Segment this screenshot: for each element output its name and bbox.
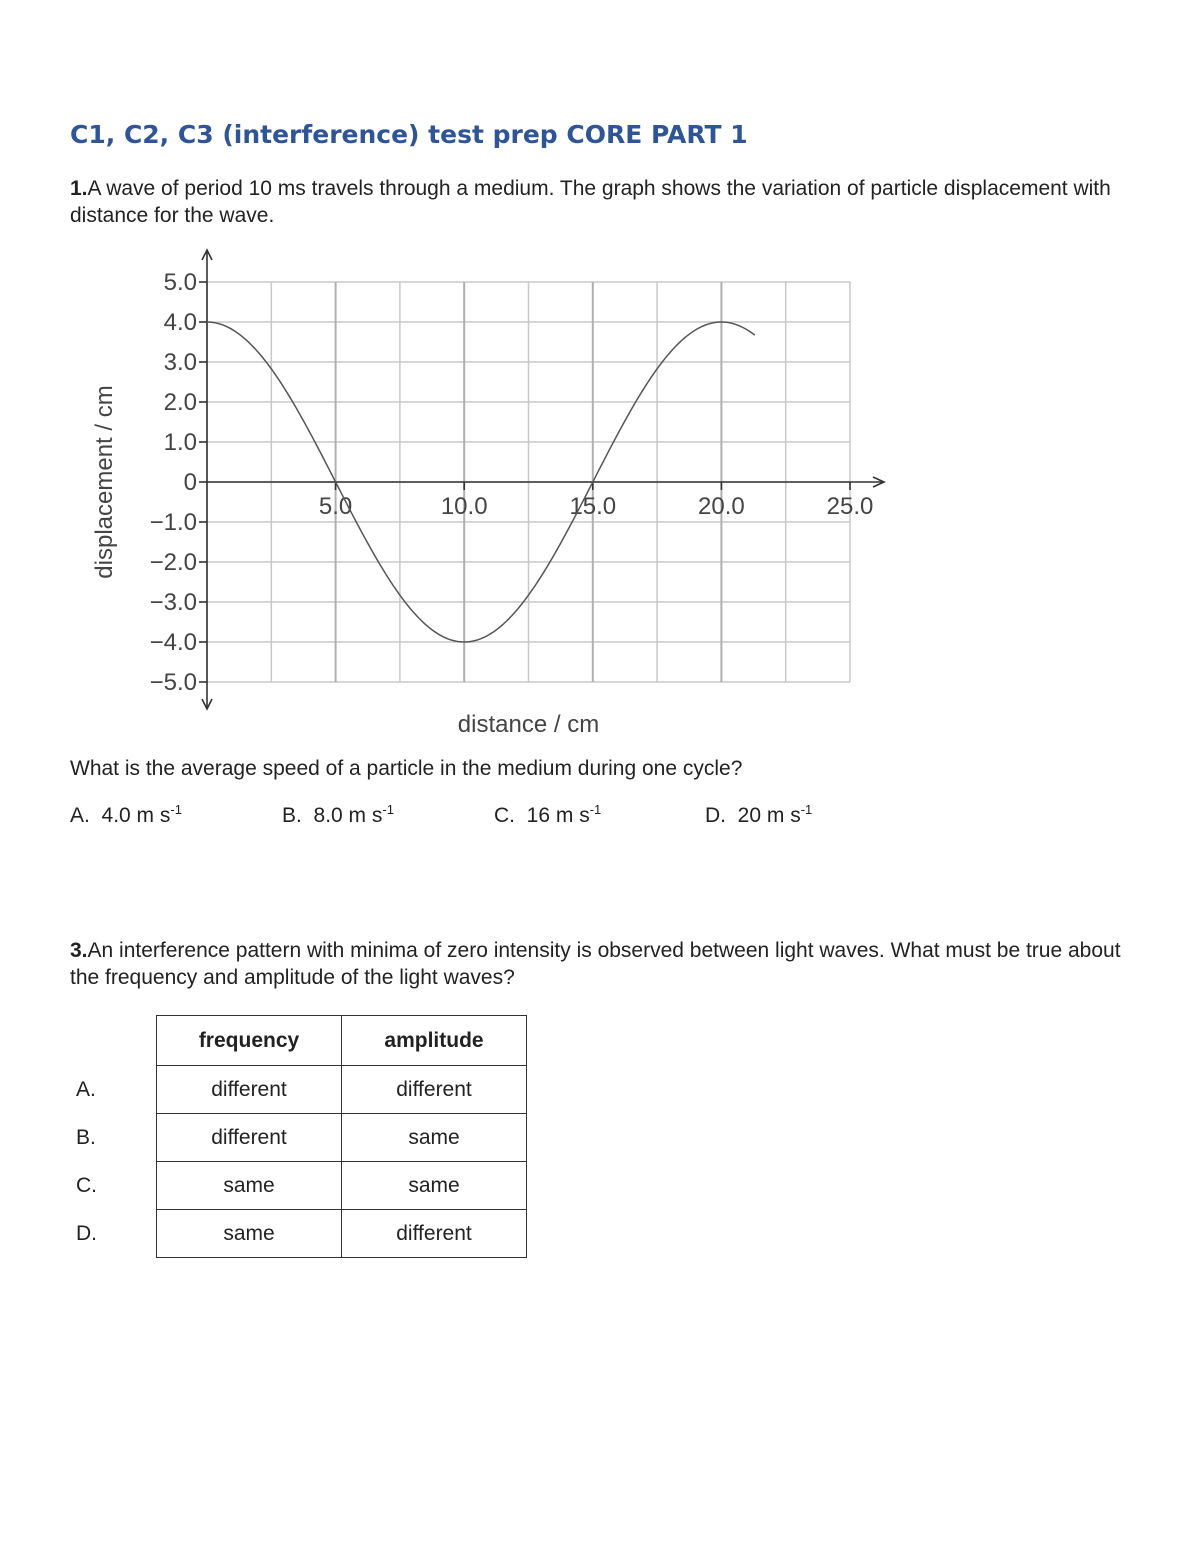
table-row[interactable]	[56, 1210, 527, 1258]
x-tick-label: 10.0	[440, 493, 488, 520]
option-a[interactable]	[70, 802, 182, 828]
option-sup: -1	[800, 802, 813, 817]
column-header-frequency: frequency	[157, 1016, 342, 1066]
amplitude-cell: different	[342, 1066, 527, 1114]
y-axis-label: displacement / cm	[91, 385, 118, 579]
question-1-text	[70, 175, 1130, 229]
option-d[interactable]	[705, 802, 812, 828]
y-tick-label: 0	[183, 469, 197, 496]
option-letter: B.	[282, 804, 302, 827]
question-1-body: A wave of period 10 ms travels through a medium. The graph shows the variation of particle displacement with distance for the wave.	[70, 177, 1111, 227]
x-tick-label: 15.0	[569, 493, 617, 520]
option-letter: C.	[494, 804, 515, 827]
y-tick-label: 1.0	[163, 429, 197, 456]
table-row[interactable]	[56, 1114, 527, 1162]
frequency-cell: different	[157, 1066, 342, 1114]
table-header-row	[56, 1016, 527, 1066]
page-title: C1, C2, C3 (interference) test prep CORE PART 1	[70, 120, 748, 149]
row-letter: A.	[76, 1077, 96, 1101]
y-tick-label: −2.0	[149, 549, 197, 576]
y-tick-label: 2.0	[163, 389, 197, 416]
option-b[interactable]	[282, 802, 394, 828]
option-sup: -1	[382, 802, 394, 817]
amplitude-cell: different	[342, 1210, 527, 1258]
option-letter: D.	[705, 804, 726, 827]
option-text: 8.0 m s	[313, 804, 383, 827]
option-text: 20 m s	[737, 804, 801, 827]
question-3-body: An interference pattern with minima of zero intensity is observed between light waves. What must be true about the frequency and amplitude of the light waves?	[70, 939, 1121, 989]
option-sup: -1	[170, 802, 182, 817]
question-3-text	[70, 937, 1130, 991]
question-3-number: 3.	[70, 939, 88, 962]
amplitude-cell: same	[342, 1162, 527, 1210]
x-axis-label: distance / cm	[457, 711, 600, 738]
option-sup: -1	[589, 802, 602, 817]
column-header-amplitude: amplitude	[342, 1016, 527, 1066]
y-tick-label: −4.0	[149, 629, 197, 656]
y-tick-label: 4.0	[163, 309, 197, 336]
table-row[interactable]	[56, 1066, 527, 1114]
answer-table	[56, 1015, 527, 1258]
amplitude-cell: same	[342, 1114, 527, 1162]
question-1-number: 1.	[70, 177, 88, 200]
option-text: 16 m s	[526, 804, 590, 827]
x-tick-label: 5.0	[318, 493, 353, 520]
table-row[interactable]	[56, 1162, 527, 1210]
frequency-cell: same	[157, 1210, 342, 1258]
table-corner	[56, 1016, 157, 1066]
row-letter: B.	[76, 1125, 96, 1149]
x-tick-label: 25.0	[826, 493, 874, 520]
row-letter: D.	[76, 1221, 97, 1245]
frequency-cell: same	[157, 1162, 342, 1210]
frequency-cell: different	[157, 1114, 342, 1162]
option-letter: A.	[70, 804, 90, 827]
row-letter: C.	[76, 1173, 97, 1197]
question-1-prompt: What is the average speed of a particle in the medium during one cycle?	[70, 757, 743, 780]
y-tick-label: 3.0	[163, 349, 197, 376]
x-tick-label: 20.0	[698, 493, 745, 520]
y-tick-label: −1.0	[149, 509, 197, 536]
y-tick-label: 5.0	[163, 269, 197, 296]
wave-chart	[80, 245, 900, 745]
option-c[interactable]	[494, 802, 601, 828]
option-text: 4.0 m s	[101, 804, 171, 827]
y-tick-label: −5.0	[149, 669, 197, 696]
y-tick-label: −3.0	[149, 589, 197, 616]
